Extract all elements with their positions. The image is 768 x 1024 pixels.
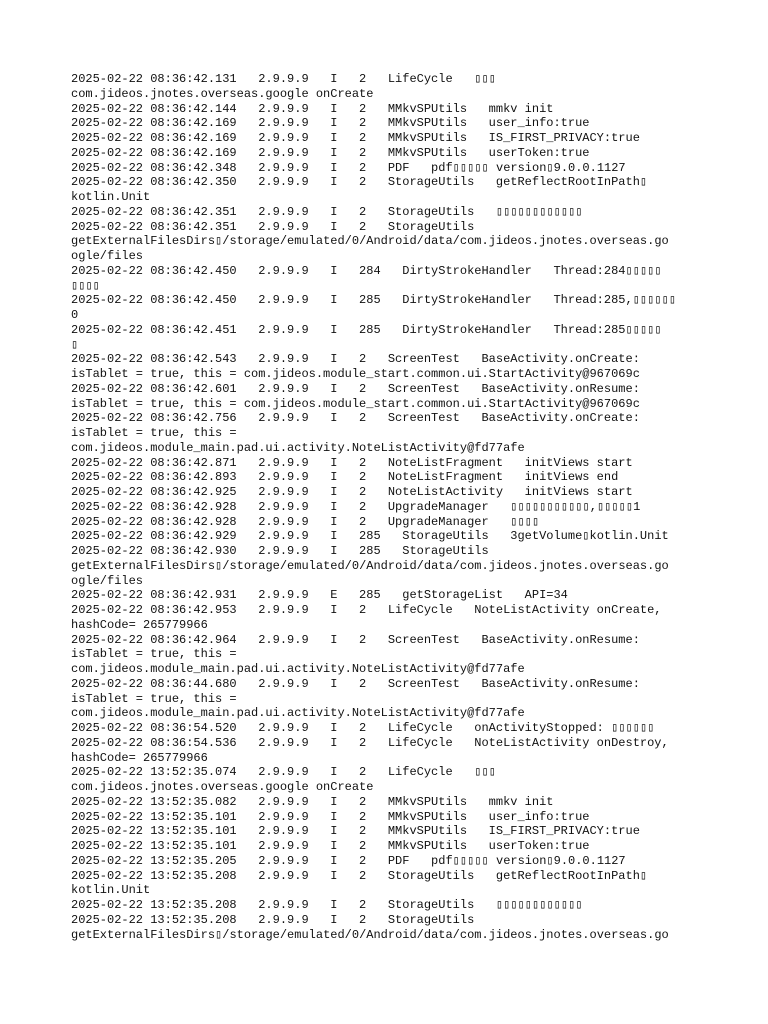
log-line: kotlin.Unit bbox=[71, 190, 151, 204]
log-line: 2025-02-22 08:36:42.451 2.9.9.9 I 285 DirtyStrokeHandler Thread:285▯▯▯▯▯ bbox=[71, 322, 662, 337]
log-line: 2025-02-22 08:36:42.964 2.9.9.9 I 2 ScreenTest BaseActivity.onResume: bbox=[71, 632, 640, 647]
log-line: 2025-02-22 13:52:35.082 2.9.9.9 I 2 MMkvSPUtils mmkv init bbox=[71, 794, 554, 809]
log-line: isTablet = true, this = com.jideos.module_start.common.ui.StartActivity@967069c bbox=[71, 367, 640, 381]
log-line: 2025-02-22 08:36:54.536 2.9.9.9 I 2 LifeCycle NoteListActivity onDestroy, bbox=[71, 735, 669, 750]
log-line: 2025-02-22 08:36:42.928 2.9.9.9 I 2 UpgradeManager ▯▯▯▯ bbox=[71, 514, 540, 529]
log-line: com.jideos.jnotes.overseas.google onCreate bbox=[71, 86, 374, 101]
log-line: 2025-02-22 08:36:44.680 2.9.9.9 I 2 ScreenTest BaseActivity.onResume: bbox=[71, 676, 640, 691]
log-line: 2025-02-22 13:52:35.101 2.9.9.9 I 2 MMkvSPUtils IS_FIRST_PRIVACY:true bbox=[71, 824, 640, 839]
log-line: 2025-02-22 08:36:42.169 2.9.9.9 I 2 MMkvSPUtils userToken:true bbox=[71, 145, 590, 160]
log-line: 2025-02-22 08:36:54.520 2.9.9.9 I 2 LifeCycle onActivityStopped: ▯▯▯▯▯▯ bbox=[71, 721, 655, 735]
log-line: 2025-02-22 08:36:42.351 2.9.9.9 I 2 StorageUtils bbox=[71, 219, 475, 234]
log-line: com.jideos.jnotes.overseas.google onCreate bbox=[71, 780, 374, 794]
log-line: ogle/files bbox=[71, 573, 144, 588]
log-line: 2025-02-22 08:36:42.925 2.9.9.9 I 2 NoteListActivity initViews start bbox=[71, 485, 633, 499]
log-line: getExternalFilesDirs▯/storage/emulated/0/Android/data/com.jideos.jnotes.overseas.go bbox=[71, 927, 669, 942]
log-line: isTablet = true, this = com.jideos.module_start.common.ui.StartActivity@967069c bbox=[71, 396, 640, 411]
log-line: kotlin.Unit bbox=[71, 883, 151, 898]
log-line: 2025-02-22 08:36:42.931 2.9.9.9 E 285 getStorageList API=34 bbox=[71, 588, 568, 603]
log-line: 2025-02-22 08:36:42.350 2.9.9.9 I 2 StorageUtils getReflectRootInPath▯ bbox=[71, 175, 648, 190]
log-line: 2025-02-22 08:36:42.131 2.9.9.9 I 2 LifeCycle ▯▯▯ bbox=[71, 72, 496, 86]
log-line: 2025-02-22 08:36:42.953 2.9.9.9 I 2 LifeCycle NoteListActivity onCreate, bbox=[71, 603, 662, 617]
log-line: ▯▯▯▯ bbox=[71, 278, 100, 293]
log-line: isTablet = true, this = bbox=[71, 691, 237, 706]
log-line: 2025-02-22 13:52:35.101 2.9.9.9 I 2 MMkvSPUtils userToken:true bbox=[71, 839, 590, 853]
log-line: com.jideos.module_main.pad.ui.activity.NoteListActivity@fd77afe bbox=[71, 662, 525, 676]
log-line: 2025-02-22 08:36:42.929 2.9.9.9 I 285 StorageUtils 3getVolume▯kotlin.Unit bbox=[71, 529, 669, 544]
log-line: 2025-02-22 08:36:42.871 2.9.9.9 I 2 NoteListFragment initViews start bbox=[71, 455, 633, 470]
log-line: getExternalFilesDirs▯/storage/emulated/0/Android/data/com.jideos.jnotes.overseas.go bbox=[71, 234, 669, 249]
log-line: 2025-02-22 08:36:42.169 2.9.9.9 I 2 MMkvSPUtils IS_FIRST_PRIVACY:true bbox=[71, 131, 640, 145]
log-line: hashCode= 265779966 bbox=[71, 750, 208, 765]
log-text-block bbox=[71, 72, 751, 942]
log-line: 2025-02-22 08:36:42.450 2.9.9.9 I 284 DirtyStrokeHandler Thread:284▯▯▯▯▯ bbox=[71, 263, 662, 278]
log-line: 2025-02-22 08:36:42.351 2.9.9.9 I 2 StorageUtils ▯▯▯▯▯▯▯▯▯▯▯▯ bbox=[71, 204, 583, 219]
log-line: 2025-02-22 08:36:42.601 2.9.9.9 I 2 ScreenTest BaseActivity.onResume: bbox=[71, 381, 640, 396]
log-line: 2025-02-22 13:52:35.208 2.9.9.9 I 2 StorageUtils ▯▯▯▯▯▯▯▯▯▯▯▯ bbox=[71, 898, 583, 912]
log-line: ogle/files bbox=[71, 249, 144, 263]
log-line: 2025-02-22 08:36:42.543 2.9.9.9 I 2 ScreenTest BaseActivity.onCreate: bbox=[71, 352, 640, 367]
log-line: 2025-02-22 13:52:35.101 2.9.9.9 I 2 MMkvSPUtils user_info:true bbox=[71, 809, 590, 824]
log-line: 2025-02-22 08:36:42.348 2.9.9.9 I 2 PDF pdf▯▯▯▯▯ version▯9.0.0.1127 bbox=[71, 160, 626, 175]
log-line: 2025-02-22 13:52:35.074 2.9.9.9 I 2 LifeCycle ▯▯▯ bbox=[71, 765, 496, 780]
log-line: com.jideos.module_main.pad.ui.activity.NoteListActivity@fd77afe bbox=[71, 440, 525, 455]
log-line: getExternalFilesDirs▯/storage/emulated/0/Android/data/com.jideos.jnotes.overseas.go bbox=[71, 558, 669, 573]
log-line: 2025-02-22 08:36:42.930 2.9.9.9 I 285 StorageUtils bbox=[71, 544, 489, 558]
log-line: 0 bbox=[71, 308, 79, 322]
log-line: 2025-02-22 08:36:42.144 2.9.9.9 I 2 MMkvSPUtils mmkv init bbox=[71, 101, 554, 116]
log-line: 2025-02-22 08:36:42.169 2.9.9.9 I 2 MMkvSPUtils user_info:true bbox=[71, 116, 590, 131]
log-line: com.jideos.module_main.pad.ui.activity.NoteListActivity@fd77afe bbox=[71, 706, 525, 721]
log-line: 2025-02-22 13:52:35.208 2.9.9.9 I 2 StorageUtils bbox=[71, 912, 475, 927]
log-line: 2025-02-22 13:52:35.208 2.9.9.9 I 2 StorageUtils getReflectRootInPath▯ bbox=[71, 868, 648, 883]
log-line: 2025-02-22 08:36:42.756 2.9.9.9 I 2 ScreenTest BaseActivity.onCreate: bbox=[71, 411, 640, 426]
log-line: 2025-02-22 13:52:35.205 2.9.9.9 I 2 PDF pdf▯▯▯▯▯ version▯9.0.0.1127 bbox=[71, 853, 626, 868]
log-line: isTablet = true, this = bbox=[71, 647, 237, 662]
log-line: 2025-02-22 08:36:42.893 2.9.9.9 I 2 NoteListFragment initViews end bbox=[71, 470, 619, 485]
log-line: hashCode= 265779966 bbox=[71, 617, 208, 632]
log-line: ▯ bbox=[71, 337, 79, 352]
log-line: 2025-02-22 08:36:42.450 2.9.9.9 I 285 DirtyStrokeHandler Thread:285,▯▯▯▯▯▯ bbox=[71, 293, 677, 308]
log-line: 2025-02-22 08:36:42.928 2.9.9.9 I 2 UpgradeManager ▯▯▯▯▯▯▯▯▯▯▯,▯▯▯▯▯1 bbox=[71, 499, 641, 514]
log-line: isTablet = true, this = bbox=[71, 426, 237, 440]
